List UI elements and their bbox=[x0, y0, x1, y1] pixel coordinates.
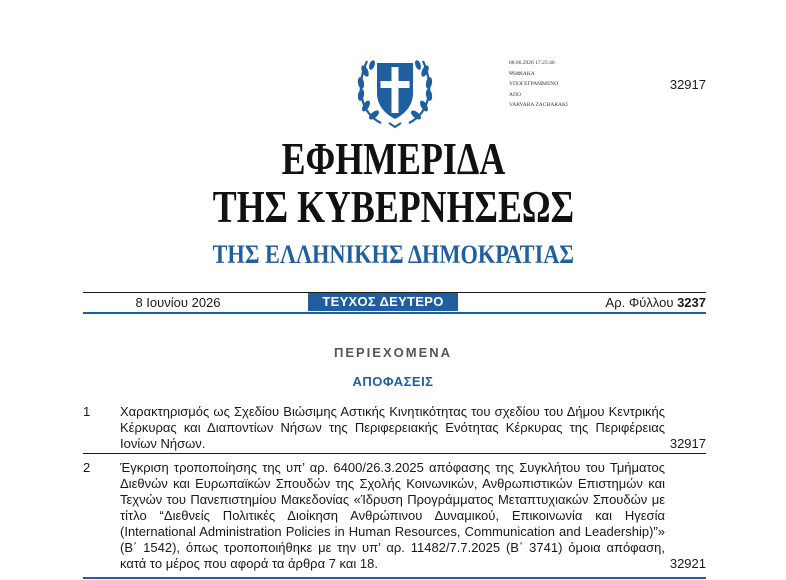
digital-signature-stamp bbox=[509, 58, 568, 111]
entry-divider bbox=[83, 453, 706, 454]
issue-label-badge: ΤΕΥΧΟΣ ΔΕΥΤΕΡΟ bbox=[308, 293, 458, 311]
contents-heading: ΠΕΡΙΕΧΟΜΕΝΑ bbox=[333, 345, 453, 360]
entry-page: 32917 bbox=[669, 436, 706, 451]
signature-line: ΑΠΟ bbox=[509, 91, 521, 98]
section-heading: ΑΠΟΦΑΣΕΙΣ bbox=[352, 374, 434, 389]
entry-divider bbox=[83, 577, 706, 579]
entry-text: Χαρακτηρισμός ως Σχεδίου Βιώσιμης Αστικής Κινητικότητας του σχεδίου του Δήμου Κεντρικής Κέρκυρας και Διαποντίων Νήσων της Περιφερειακής Ενότητας Κέρκυρας της Περιφέρειας Ιονίων Νήσων. bbox=[120, 404, 665, 451]
gazette-subtitle: ΤΗΣ ΕΛΛΗΝΙΚΗΣ ΔΗΜΟΚΡΑΤΙΑΣ bbox=[212, 240, 575, 269]
entry-number: 1 bbox=[83, 404, 91, 419]
sheet-number-label: Αρ. Φύλλου bbox=[605, 295, 674, 310]
gazette-title-line2: ΤΗΣ ΚΥΒΕΡΝΗΣΕΩΣ bbox=[212, 181, 575, 232]
signature-timestamp: 08.06.2026 17:25:46 bbox=[509, 60, 555, 66]
signature-signer: VARVARA ZACHARAKI bbox=[509, 102, 568, 108]
entry-text: Έγκριση τροποποίησης της υπ’ αρ. 6400/26.3.2025 απόφασης της Συγκλήτου του Τμήματος Διεθνών και Ευρωπαϊκών Σπουδών της Σχολής Κοινωνικών, Ανθρωπιστικών Επιστημών και Τεχνών του Πανεπιστημίου Μακεδονίας «Ίδρυση Προγράμματος Μεταπτυχιακών Σπουδών με τίτλο “Διεθνείς Πολιτικές Διοίκηση Ανθρώπινου Δυναμικού, Επικοινωνία και Ηγεσία (International Administration Policies in Human Resources, Communication and Leadership)”» (Β΄ 1542), όπως τροποποιήθηκε με την υπ’ αρ. 11482/7.7.2025 (Β΄ 3741) όμοια απόφαση, κατά το μέρος που αφορά τα άρθρα 7 και 18. bbox=[120, 460, 665, 571]
laurel-shield-icon bbox=[351, 43, 439, 131]
sheet-number bbox=[500, 295, 706, 310]
signature-line: ΨΗΦΙΑΚΑ bbox=[509, 70, 535, 77]
issue-date: 8 Ιουνίου 2026 bbox=[135, 295, 221, 310]
entry-number: 2 bbox=[83, 460, 91, 475]
header-bottom-rule bbox=[83, 312, 706, 314]
signature-line: ΥΠΟΓΕΓΡΑΜΜΕΝΟ bbox=[509, 81, 559, 87]
sheet-number-value: 3237 bbox=[677, 295, 706, 310]
gazette-title-line1: ΕΦΗΜΕΡΙΔΑ bbox=[281, 133, 506, 184]
coat-of-arms-emblem bbox=[351, 43, 439, 131]
entry-page: 32921 bbox=[669, 556, 706, 571]
page-number: 32917 bbox=[669, 77, 706, 92]
